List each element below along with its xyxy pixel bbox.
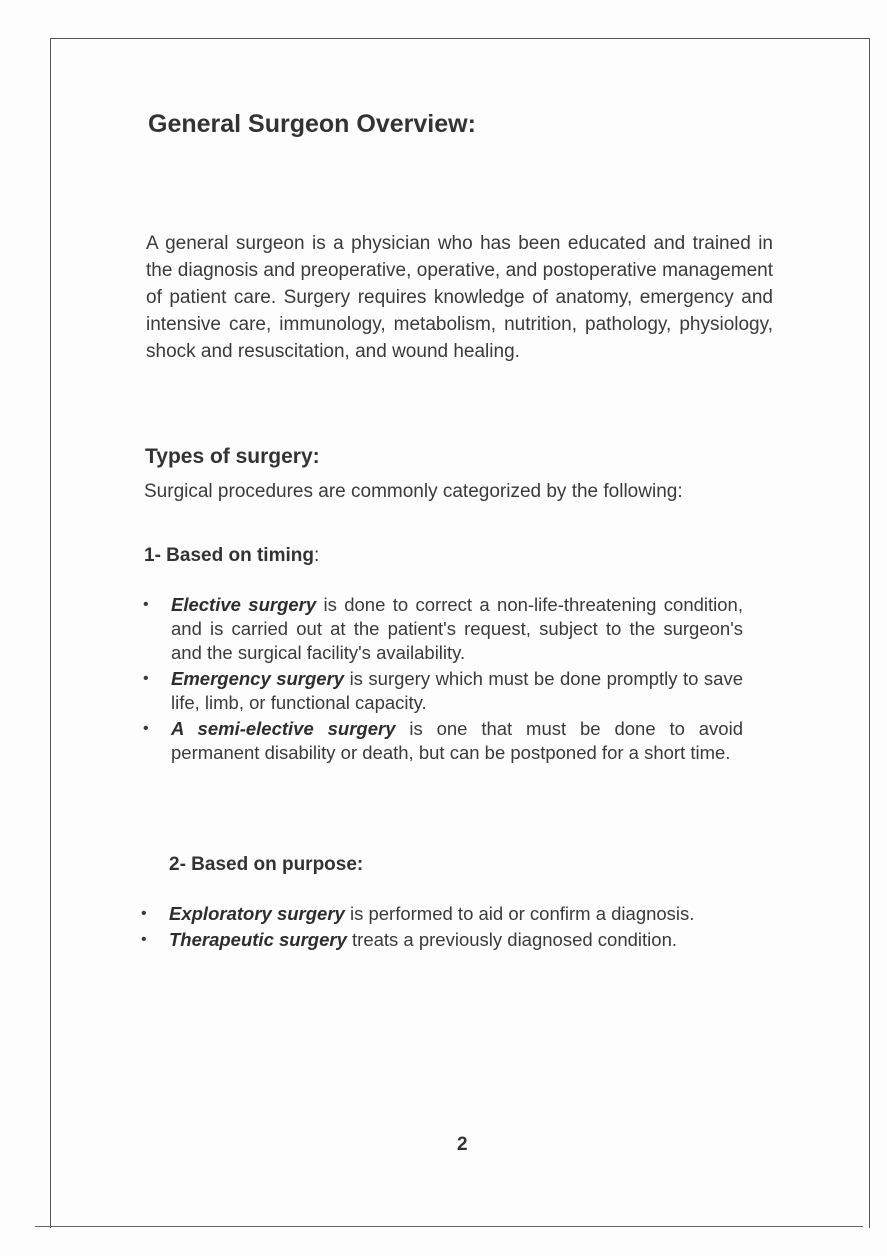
description: is performed to aid or confirm a diagnosis. — [344, 903, 695, 924]
bullet-icon: • — [143, 670, 149, 687]
term-elective: Elective surgery — [171, 594, 317, 615]
description: is one that must be done to avoid permanent disability or death, but can be postponed for a short time. — [171, 718, 743, 763]
term-therapeutic: Therapeutic surgery — [169, 929, 347, 950]
description: is surgery which must be done promptly to save life, limb, or functional capacity. — [171, 668, 743, 713]
bottom-rule — [35, 1226, 863, 1227]
bullet-icon: • — [141, 905, 147, 922]
description: is done to correct a non-life-threatening condition, and is carried out at the patient's request, subject to the surgeon's and the surgical facility's availability. — [171, 594, 743, 663]
bullet-icon: • — [143, 720, 149, 737]
term-exploratory: Exploratory surgery — [169, 903, 345, 924]
bullet-icon: • — [143, 596, 149, 613]
page-title: General Surgeon Overview: — [148, 110, 476, 138]
list-item — [141, 928, 741, 952]
purpose-heading: 2- Based on purpose: — [169, 854, 364, 875]
intro-paragraph: A general surgeon is a physician who has been educated and trained in the diagnosis and preoperative, operative, and postoperative management of patient care. Surgery requires knowledge of anatomy, emergency and intensive care, immunology, metabolism, nutrition, pathology, physiology, shock and resuscitation, and wound healing. — [146, 233, 773, 362]
timing-list — [143, 593, 743, 767]
purpose-list — [141, 902, 741, 954]
list-item — [143, 717, 743, 765]
list-item — [143, 593, 743, 665]
term-emergency: Emergency surgery — [171, 668, 345, 689]
bullet-icon: • — [141, 931, 147, 948]
timing-heading-colon: : — [313, 545, 320, 566]
types-heading: Types of surgery: — [145, 445, 320, 468]
page-number: 2 — [457, 1134, 468, 1155]
list-item — [143, 667, 743, 715]
timing-heading-text: 1- Based on timing — [144, 545, 314, 566]
timing-heading — [144, 545, 319, 567]
description: treats a previously diagnosed condition. — [346, 929, 677, 950]
types-intro: Surgical procedures are commonly categorized by the following: — [144, 481, 683, 502]
term-semi-elective: A semi-elective surgery — [171, 718, 396, 739]
list-item — [141, 902, 741, 926]
